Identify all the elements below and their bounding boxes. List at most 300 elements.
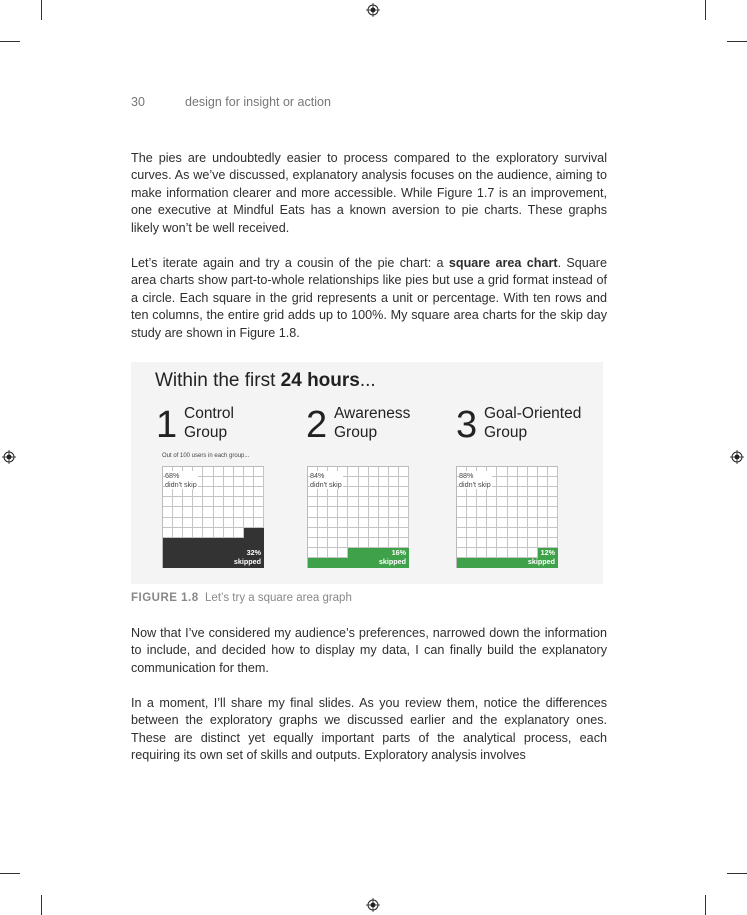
- waffle-cell-didnt-skip: [369, 467, 379, 477]
- waffle-cell-didnt-skip: [308, 507, 318, 517]
- crop-mark: [705, 0, 706, 20]
- waffle-cell-didnt-skip: [318, 507, 328, 517]
- crop-mark: [41, 895, 42, 915]
- waffle-cell-didnt-skip: [518, 477, 528, 487]
- waffle-cell-skipped: [254, 528, 264, 538]
- waffle-cell-didnt-skip: [467, 528, 477, 538]
- figure-title-suffix: ...: [359, 370, 376, 391]
- waffle-cell-didnt-skip: [214, 518, 224, 528]
- waffle-cell-skipped: [193, 558, 203, 568]
- label-line: 32%: [246, 548, 261, 557]
- waffle-cell-didnt-skip: [348, 507, 358, 517]
- waffle-cell-skipped: [224, 548, 234, 558]
- waffle-cell-skipped: [173, 548, 183, 558]
- skipped-label: [234, 548, 261, 566]
- figure-title-emphasis: 24 hours: [280, 370, 360, 391]
- group-label-line: Control: [184, 405, 234, 422]
- waffle-cell-didnt-skip: [497, 467, 507, 477]
- group-label: [334, 404, 410, 442]
- waffle-cell-skipped: [203, 548, 213, 558]
- waffle-cell-didnt-skip: [224, 467, 234, 477]
- waffle-cell-didnt-skip: [338, 507, 348, 517]
- waffle-cell-didnt-skip: [457, 507, 467, 517]
- waffle-cell-skipped: [163, 558, 173, 568]
- waffle-cell-didnt-skip: [193, 507, 203, 517]
- group-number: 3: [456, 404, 478, 446]
- waffle-cell-didnt-skip: [518, 548, 528, 558]
- waffle-cell-skipped: [234, 538, 244, 548]
- waffle-cell-skipped: [224, 558, 234, 568]
- body-paragraph: [131, 255, 607, 342]
- waffle-cell-didnt-skip: [359, 507, 369, 517]
- waffle-cell-didnt-skip: [538, 528, 548, 538]
- waffle-cell-didnt-skip: [359, 518, 369, 528]
- waffle-cell-didnt-skip: [193, 497, 203, 507]
- waffle-cell-didnt-skip: [389, 538, 399, 548]
- crop-mark: [0, 873, 20, 874]
- waffle-cell-didnt-skip: [369, 528, 379, 538]
- waffle-cell-didnt-skip: [379, 487, 389, 497]
- group-label-line: Group: [484, 424, 528, 441]
- waffle-cell-skipped: [183, 548, 193, 558]
- waffle-cell-didnt-skip: [477, 518, 487, 528]
- text-run: . Square area charts show part-to-whole relationships like pies but use a grid format instead of a circle. Each square in the grid represents a unit or percentage. With ten rows and ten columns, the entire grid adds up to 100%. My square area charts for the skip day study are shown in Figure 1.8.: [131, 256, 608, 340]
- waffle-cell-didnt-skip: [487, 538, 497, 548]
- waffle-cell-didnt-skip: [508, 538, 518, 548]
- waffle-cell-didnt-skip: [538, 518, 548, 528]
- waffle-cell-didnt-skip: [224, 497, 234, 507]
- waffle-cell-didnt-skip: [359, 497, 369, 507]
- waffle-cell-skipped: [477, 558, 487, 568]
- waffle-cell-didnt-skip: [379, 528, 389, 538]
- waffle-cell-didnt-skip: [318, 518, 328, 528]
- waffle-cell-didnt-skip: [244, 477, 254, 487]
- waffle-cell-didnt-skip: [318, 497, 328, 507]
- waffle-cell-skipped: [173, 558, 183, 568]
- crop-mark: [41, 0, 42, 20]
- registration-mark-icon: [2, 450, 16, 464]
- waffle-cell-skipped: [183, 558, 193, 568]
- label-line: skipped: [233, 557, 261, 566]
- waffle-cell-didnt-skip: [214, 487, 224, 497]
- waffle-cell-skipped: [457, 558, 467, 568]
- crop-mark: [705, 895, 706, 915]
- waffle-cell-didnt-skip: [234, 477, 244, 487]
- waffle-cell-didnt-skip: [508, 528, 518, 538]
- waffle-cell-didnt-skip: [518, 507, 528, 517]
- waffle-cell-didnt-skip: [203, 507, 213, 517]
- waffle-cell-didnt-skip: [348, 477, 358, 487]
- waffle-cell-didnt-skip: [467, 548, 477, 558]
- waffle-grid: [307, 466, 409, 568]
- didnt-skip-label: [459, 471, 492, 489]
- waffle-cell-didnt-skip: [234, 487, 244, 497]
- waffle-cell-didnt-skip: [224, 528, 234, 538]
- waffle-cell-didnt-skip: [203, 467, 213, 477]
- waffle-cell-skipped: [203, 558, 213, 568]
- group-label-line: Goal-Oriented: [484, 405, 582, 422]
- waffle-cell-didnt-skip: [518, 467, 528, 477]
- waffle-cell-didnt-skip: [379, 507, 389, 517]
- waffle-cell-didnt-skip: [399, 538, 409, 548]
- body-paragraph: In a moment, I’ll share my final slides. As you review them, notice the differences between the exploratory graphs we discussed earlier and the explanatory ones. These are distinct yet equally important parts of the analytical process, each requiring its own set of skills and outputs. Exploratory analysis involves: [131, 696, 607, 763]
- chart-note: Out of 100 users in each group...: [162, 453, 250, 459]
- waffle-cell-didnt-skip: [528, 528, 538, 538]
- waffle-grid: [456, 466, 558, 568]
- waffle-cell-didnt-skip: [528, 497, 538, 507]
- waffle-cell-didnt-skip: [487, 548, 497, 558]
- waffle-cell-didnt-skip: [173, 497, 183, 507]
- waffle-cell-didnt-skip: [467, 507, 477, 517]
- waffle-cell-didnt-skip: [518, 538, 528, 548]
- waffle-cell-didnt-skip: [528, 477, 538, 487]
- waffle-cell-didnt-skip: [183, 528, 193, 538]
- waffle-cell-didnt-skip: [234, 467, 244, 477]
- figure-title: [155, 370, 376, 392]
- waffle-cell-skipped: [254, 538, 264, 548]
- waffle-cell-skipped: [193, 548, 203, 558]
- waffle-cell-didnt-skip: [163, 507, 173, 517]
- waffle-cell-skipped: [163, 538, 173, 548]
- waffle-cell-didnt-skip: [214, 467, 224, 477]
- figure-title-prefix: Within the first: [155, 370, 281, 391]
- waffle-cell-didnt-skip: [548, 487, 558, 497]
- waffle-cell-didnt-skip: [538, 497, 548, 507]
- waffle-cell-didnt-skip: [214, 528, 224, 538]
- waffle-cell-skipped: [214, 548, 224, 558]
- body-paragraph: The pies are undoubtedly easier to process compared to the exploratory survival curves. As we’ve discussed, explanatory analysis focuses on the audience, aiming to make information clearer and more accessible. While Figure 1.7 is an improvement, one executive at Mindful Eats has a known aversion to pie charts. These graphs likely won’t be well received.: [131, 151, 607, 235]
- waffle-cell-didnt-skip: [379, 467, 389, 477]
- waffle-cell-didnt-skip: [467, 518, 477, 528]
- waffle-cell-didnt-skip: [548, 497, 558, 507]
- waffle-cell-didnt-skip: [234, 528, 244, 538]
- waffle-cell-skipped: [348, 548, 358, 558]
- waffle-cell-didnt-skip: [477, 507, 487, 517]
- waffle-cell-didnt-skip: [224, 487, 234, 497]
- waffle-cell-didnt-skip: [487, 507, 497, 517]
- waffle-cell-didnt-skip: [508, 497, 518, 507]
- waffle-cell-didnt-skip: [548, 477, 558, 487]
- waffle-cell-skipped: [508, 558, 518, 568]
- waffle-cell-didnt-skip: [508, 507, 518, 517]
- waffle-cell-didnt-skip: [308, 548, 318, 558]
- waffle-cell-didnt-skip: [497, 518, 507, 528]
- group-label: [484, 404, 581, 442]
- waffle-cell-didnt-skip: [369, 497, 379, 507]
- waffle-cell-didnt-skip: [477, 538, 487, 548]
- waffle-cell-didnt-skip: [318, 538, 328, 548]
- waffle-cell-didnt-skip: [254, 477, 264, 487]
- crop-mark: [0, 41, 20, 42]
- registration-mark-icon: [366, 898, 380, 912]
- didnt-skip-label: [310, 471, 343, 489]
- waffle-cell-didnt-skip: [457, 528, 467, 538]
- waffle-cell-didnt-skip: [203, 487, 213, 497]
- waffle-cell-didnt-skip: [369, 487, 379, 497]
- waffle-cell-didnt-skip: [193, 518, 203, 528]
- waffle-cell-didnt-skip: [369, 477, 379, 487]
- waffle-cell-skipped: [359, 548, 369, 558]
- waffle-cell-didnt-skip: [389, 518, 399, 528]
- waffle-cell-didnt-skip: [183, 507, 193, 517]
- waffle-cell-didnt-skip: [348, 518, 358, 528]
- waffle-cell-skipped: [214, 558, 224, 568]
- waffle-cell-skipped: [369, 558, 379, 568]
- waffle-cell-didnt-skip: [477, 548, 487, 558]
- waffle-cell-didnt-skip: [538, 467, 548, 477]
- waffle-cell-didnt-skip: [497, 528, 507, 538]
- waffle-cell-didnt-skip: [224, 477, 234, 487]
- waffle-cell-didnt-skip: [389, 528, 399, 538]
- waffle-cell-didnt-skip: [359, 528, 369, 538]
- registration-mark-icon: [730, 450, 744, 464]
- waffle-cell-didnt-skip: [467, 497, 477, 507]
- waffle-cell-didnt-skip: [338, 518, 348, 528]
- waffle-cell-skipped: [203, 538, 213, 548]
- label-line: 12%: [540, 548, 555, 557]
- waffle-cell-didnt-skip: [254, 487, 264, 497]
- waffle-cell-didnt-skip: [497, 548, 507, 558]
- waffle-cell-skipped: [183, 538, 193, 548]
- waffle-cell-didnt-skip: [173, 507, 183, 517]
- waffle-cell-didnt-skip: [538, 487, 548, 497]
- waffle-cell-didnt-skip: [348, 467, 358, 477]
- waffle-cell-didnt-skip: [518, 518, 528, 528]
- waffle-cell-didnt-skip: [338, 528, 348, 538]
- skipped-label: [379, 548, 406, 566]
- waffle-cell-didnt-skip: [203, 518, 213, 528]
- registration-mark-icon: [366, 3, 380, 17]
- label-line: 16%: [391, 548, 406, 557]
- didnt-skip-label: [165, 471, 198, 489]
- waffle-cell-didnt-skip: [254, 518, 264, 528]
- waffle-cell-didnt-skip: [457, 497, 467, 507]
- waffle-cell-didnt-skip: [254, 497, 264, 507]
- waffle-cell-skipped: [328, 558, 338, 568]
- waffle-cell-didnt-skip: [244, 487, 254, 497]
- waffle-cell-skipped: [308, 558, 318, 568]
- waffle-cell-didnt-skip: [359, 477, 369, 487]
- skipped-label: [528, 548, 555, 566]
- waffle-cell-didnt-skip: [254, 467, 264, 477]
- body-paragraph: Now that I’ve considered my audience’s preferences, narrowed down the information to include, and decided how to display my data, I can finally build the explanatory communication for them.: [131, 626, 607, 675]
- waffle-cell-didnt-skip: [254, 507, 264, 517]
- waffle-cell-skipped: [338, 558, 348, 568]
- group-label-line: Group: [334, 424, 378, 441]
- waffle-cell-didnt-skip: [389, 497, 399, 507]
- label-line: didn't skip: [310, 480, 342, 489]
- waffle-cell-didnt-skip: [508, 487, 518, 497]
- waffle-cell-skipped: [318, 558, 328, 568]
- waffle-cell-didnt-skip: [163, 497, 173, 507]
- waffle-cell-didnt-skip: [244, 497, 254, 507]
- waffle-cell-didnt-skip: [234, 497, 244, 507]
- waffle-cell-didnt-skip: [214, 497, 224, 507]
- waffle-cell-skipped: [497, 558, 507, 568]
- waffle-cell-didnt-skip: [399, 507, 409, 517]
- waffle-cell-didnt-skip: [244, 507, 254, 517]
- waffle-cell-didnt-skip: [399, 487, 409, 497]
- waffle-cell-didnt-skip: [457, 548, 467, 558]
- group-number: 2: [306, 404, 328, 446]
- group-label: [184, 404, 234, 442]
- waffle-cell-didnt-skip: [379, 518, 389, 528]
- waffle-cell-didnt-skip: [548, 507, 558, 517]
- waffle-cell-didnt-skip: [528, 538, 538, 548]
- waffle-cell-skipped: [244, 528, 254, 538]
- waffle-cell-didnt-skip: [389, 477, 399, 487]
- waffle-cell-skipped: [244, 538, 254, 548]
- label-line: 84%: [310, 471, 325, 480]
- waffle-cell-skipped: [224, 538, 234, 548]
- waffle-cell-didnt-skip: [457, 538, 467, 548]
- waffle-cell-didnt-skip: [518, 497, 528, 507]
- label-line: didn't skip: [459, 480, 491, 489]
- label-line: skipped: [527, 557, 555, 566]
- waffle-cell-didnt-skip: [528, 507, 538, 517]
- waffle-cell-skipped: [163, 548, 173, 558]
- waffle-cell-didnt-skip: [348, 497, 358, 507]
- waffle-cell-didnt-skip: [477, 528, 487, 538]
- waffle-cell-didnt-skip: [497, 477, 507, 487]
- waffle-cell-didnt-skip: [214, 507, 224, 517]
- waffle-cell-didnt-skip: [224, 518, 234, 528]
- waffle-cell-didnt-skip: [308, 538, 318, 548]
- waffle-cell-didnt-skip: [224, 507, 234, 517]
- waffle-cell-didnt-skip: [548, 528, 558, 538]
- waffle-cell-didnt-skip: [467, 538, 477, 548]
- figure-square-area-chart: [131, 362, 603, 584]
- waffle-cell-didnt-skip: [508, 467, 518, 477]
- page-number: 30: [131, 95, 145, 109]
- waffle-cell-didnt-skip: [379, 538, 389, 548]
- waffle-cell-skipped: [487, 558, 497, 568]
- running-header: [131, 95, 331, 109]
- waffle-cell-skipped: [467, 558, 477, 568]
- waffle-cell-didnt-skip: [328, 518, 338, 528]
- waffle-cell-skipped: [214, 538, 224, 548]
- running-title: design for insight or action: [185, 95, 331, 109]
- waffle-cell-skipped: [193, 538, 203, 548]
- group-number: 1: [156, 404, 178, 446]
- group-label-line: Group: [184, 424, 228, 441]
- waffle-cell-didnt-skip: [214, 477, 224, 487]
- label-line: skipped: [378, 557, 406, 566]
- waffle-cell-didnt-skip: [328, 497, 338, 507]
- waffle-cell-didnt-skip: [359, 538, 369, 548]
- waffle-cell-didnt-skip: [369, 518, 379, 528]
- waffle-cell-didnt-skip: [518, 487, 528, 497]
- waffle-cell-didnt-skip: [348, 538, 358, 548]
- waffle-cell-didnt-skip: [244, 518, 254, 528]
- waffle-cell-skipped: [518, 558, 528, 568]
- waffle-cell-didnt-skip: [328, 507, 338, 517]
- waffle-cell-didnt-skip: [234, 507, 244, 517]
- waffle-cell-skipped: [348, 558, 358, 568]
- waffle-cell-didnt-skip: [528, 487, 538, 497]
- waffle-cell-didnt-skip: [497, 497, 507, 507]
- waffle-cell-didnt-skip: [244, 467, 254, 477]
- waffle-grid: [162, 466, 264, 568]
- waffle-cell-didnt-skip: [399, 497, 409, 507]
- waffle-cell-didnt-skip: [328, 528, 338, 538]
- caption-text: Let’s try a square area graph: [205, 592, 352, 604]
- waffle-cell-didnt-skip: [497, 487, 507, 497]
- key-term: square area chart: [448, 256, 558, 270]
- caption-label: FIGURE 1.8: [131, 592, 199, 604]
- waffle-cell-didnt-skip: [308, 497, 318, 507]
- waffle-cell-didnt-skip: [328, 548, 338, 558]
- waffle-cell-didnt-skip: [538, 477, 548, 487]
- waffle-cell-didnt-skip: [338, 548, 348, 558]
- waffle-cell-didnt-skip: [508, 477, 518, 487]
- waffle-cell-didnt-skip: [389, 467, 399, 477]
- waffle-cell-didnt-skip: [173, 528, 183, 538]
- figure-caption: [131, 592, 352, 604]
- waffle-cell-didnt-skip: [379, 497, 389, 507]
- waffle-cell-didnt-skip: [318, 548, 328, 558]
- waffle-cell-didnt-skip: [399, 477, 409, 487]
- waffle-cell-didnt-skip: [487, 528, 497, 538]
- waffle-cell-skipped: [369, 548, 379, 558]
- waffle-cell-didnt-skip: [497, 507, 507, 517]
- waffle-cell-didnt-skip: [163, 528, 173, 538]
- waffle-cell-didnt-skip: [399, 518, 409, 528]
- label-line: didn't skip: [165, 480, 197, 489]
- waffle-cell-didnt-skip: [487, 497, 497, 507]
- waffle-cell-didnt-skip: [308, 518, 318, 528]
- waffle-cell-didnt-skip: [538, 507, 548, 517]
- waffle-cell-didnt-skip: [399, 528, 409, 538]
- label-line: 88%: [459, 471, 474, 480]
- waffle-cell-skipped: [359, 558, 369, 568]
- waffle-cell-didnt-skip: [379, 477, 389, 487]
- waffle-cell-didnt-skip: [528, 467, 538, 477]
- waffle-cell-didnt-skip: [338, 538, 348, 548]
- waffle-cell-didnt-skip: [163, 518, 173, 528]
- waffle-cell-didnt-skip: [193, 528, 203, 538]
- text-run: Let’s iterate again and try a cousin of the pie chart: a: [131, 256, 449, 270]
- waffle-cell-didnt-skip: [389, 487, 399, 497]
- waffle-cell-didnt-skip: [234, 518, 244, 528]
- waffle-cell-didnt-skip: [328, 538, 338, 548]
- waffle-cell-didnt-skip: [508, 548, 518, 558]
- waffle-cell-didnt-skip: [528, 518, 538, 528]
- crop-mark: [727, 41, 747, 42]
- label-line: 68%: [165, 471, 180, 480]
- crop-mark: [727, 873, 747, 874]
- waffle-cell-didnt-skip: [203, 497, 213, 507]
- waffle-cell-didnt-skip: [359, 467, 369, 477]
- waffle-cell-didnt-skip: [183, 497, 193, 507]
- waffle-cell-didnt-skip: [548, 467, 558, 477]
- waffle-cell-didnt-skip: [338, 497, 348, 507]
- waffle-cell-didnt-skip: [477, 497, 487, 507]
- waffle-cell-didnt-skip: [359, 487, 369, 497]
- waffle-cell-didnt-skip: [369, 507, 379, 517]
- waffle-cell-didnt-skip: [173, 518, 183, 528]
- waffle-cell-skipped: [173, 538, 183, 548]
- waffle-cell-didnt-skip: [389, 507, 399, 517]
- waffle-cell-didnt-skip: [508, 518, 518, 528]
- waffle-cell-didnt-skip: [538, 538, 548, 548]
- waffle-cell-didnt-skip: [348, 528, 358, 538]
- waffle-cell-didnt-skip: [487, 518, 497, 528]
- waffle-cell-didnt-skip: [308, 528, 318, 538]
- group-label-line: Awareness: [334, 405, 411, 422]
- waffle-cell-didnt-skip: [548, 518, 558, 528]
- waffle-cell-didnt-skip: [457, 518, 467, 528]
